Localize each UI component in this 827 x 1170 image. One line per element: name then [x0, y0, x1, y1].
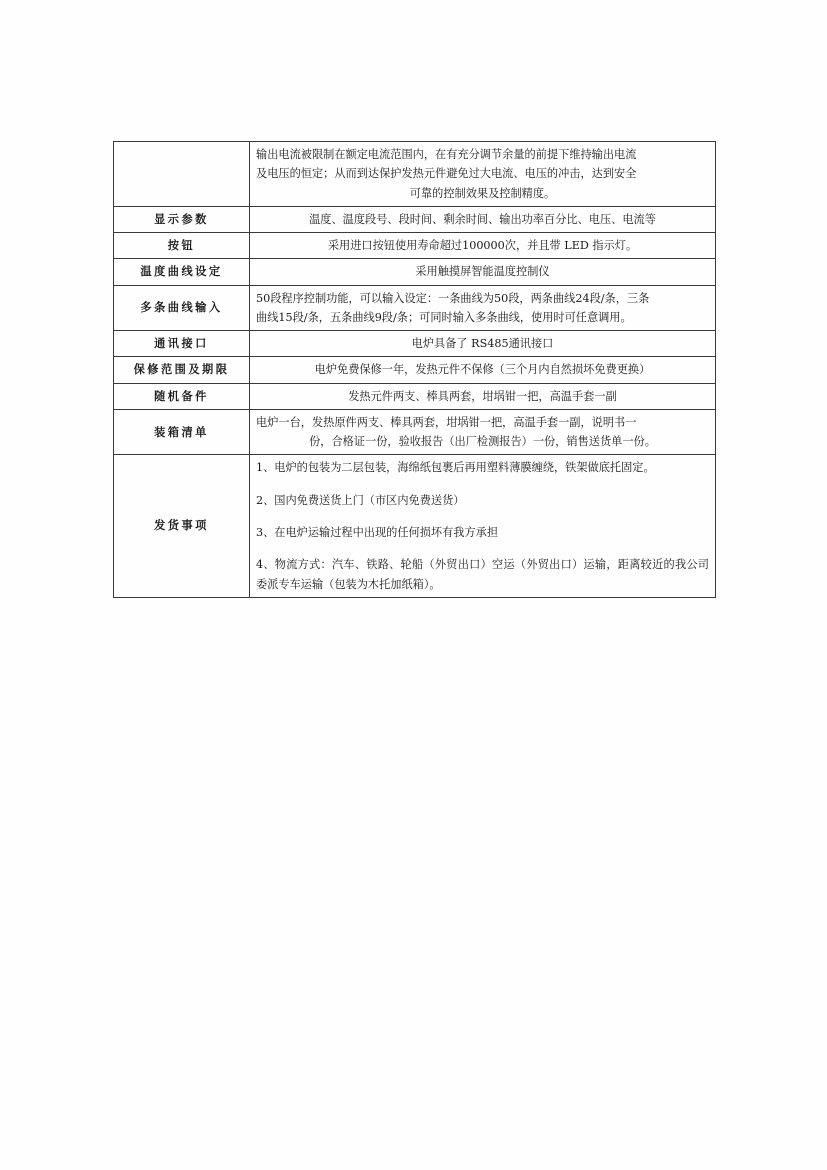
value-line: 及电压的恒定；从而到达保护发热元件避免过大电流、电压的冲击，达到安全	[256, 167, 637, 181]
row-value: 发热元件两支、棒具两套，坩埚钳一把，高温手套一副	[250, 383, 716, 409]
row-label	[114, 142, 250, 207]
table-body	[114, 142, 716, 598]
row-label: 多条曲线输入	[114, 285, 250, 331]
table-row	[114, 383, 716, 409]
table-row	[114, 409, 716, 455]
row-label: 发货事项	[114, 455, 250, 597]
shipping-paragraph: 3、在电炉运输过程中出现的任何损坏有我方承担	[256, 525, 499, 539]
row-label: 温度曲线设定	[114, 259, 250, 285]
table-row	[114, 233, 716, 259]
row-value: 采用触摸屏智能温度控制仪	[250, 259, 716, 285]
specification-table	[113, 141, 716, 598]
row-value	[250, 142, 716, 207]
row-value	[250, 455, 716, 597]
shipping-paragraph: 4、物流方式：汽车、铁路、轮船（外贸出口）空运（外贸出口）运输，距离较近的我公司委派专车运输（包装为木托加纸箱）。	[256, 558, 709, 591]
value-line: 电炉一台，发热原件两支、棒具两套，坩埚钳一把，高温手套一副，说明书一	[256, 415, 637, 429]
table-row	[114, 357, 716, 383]
row-label: 通讯接口	[114, 331, 250, 357]
value-line: 输出电流被限制在额定电流范围内，在有充分调节余量的前提下维持输出电流	[256, 148, 637, 161]
row-value	[250, 285, 716, 331]
shipping-paragraph: 1、电炉的包装为二层包装，海绵纸包裹后再用塑料薄膜缠绕，铁架做底托固定。	[256, 461, 655, 475]
row-label: 装箱清单	[114, 409, 250, 455]
row-label: 显示参数	[114, 206, 250, 232]
spec-table-container	[113, 141, 715, 598]
row-value: 电炉具备了 RS485通讯接口	[250, 331, 716, 357]
row-value: 温度、温度段号、段时间、剩余时间、输出功率百分比、电压、电流等	[250, 206, 716, 232]
row-value: 采用进口按钮使用寿命超过100000次，并且带 LED 指示灯。	[250, 233, 716, 259]
row-label: 随机备件	[114, 383, 250, 409]
value-line: 曲线15段/条，五条曲线9段/条；可同时输入多条曲线，使用时可任意调用。	[256, 310, 632, 324]
table-row	[114, 285, 716, 331]
shipping-paragraph: 2、国内免费送货上门（市区内免费送货）	[256, 493, 465, 507]
table-row	[114, 142, 716, 207]
table-row	[114, 331, 716, 357]
row-label: 保修范围及期限	[114, 357, 250, 383]
row-value: 电炉免费保修一年，发热元件不保修（三个月内自然损坏免费更换）	[250, 357, 716, 383]
table-row	[114, 259, 716, 285]
table-row-shipping	[114, 455, 716, 597]
value-line: 份，合格证一份，验收报告（出厂检测报告）一份，销售送货单一份。	[309, 435, 656, 449]
table-row	[114, 206, 716, 232]
row-label: 按钮	[114, 233, 250, 259]
value-line: 50段程序控制功能，可以输入设定：一条曲线为50段，两条曲线24段/条，三条	[256, 291, 650, 305]
row-value	[250, 409, 716, 455]
value-line: 可靠的控制效果及控制精度。	[409, 186, 556, 200]
